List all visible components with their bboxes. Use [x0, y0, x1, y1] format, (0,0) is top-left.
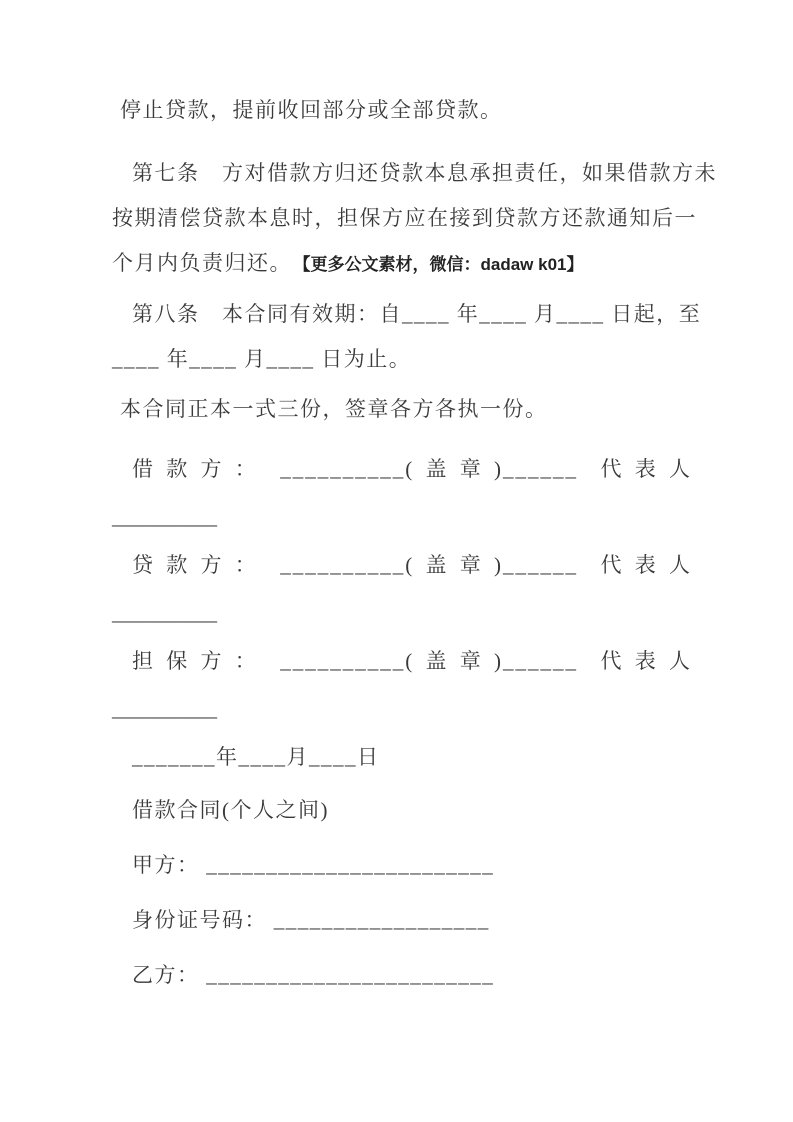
clause7-line-3	[112, 241, 683, 287]
copies-line: 本合同正本一式三份，签章各方各执一份。	[120, 397, 548, 421]
clause7-line-1: 第七条 方对借款方归还贷款本息承担责任，如果借款方未	[132, 161, 717, 185]
signature-role-line: 担 保 方 ： __________( 盖 章 )______ 代 表 人	[132, 649, 692, 673]
signature-role-line: 借 款 方 ： __________( 盖 章 )______ 代 表 人	[132, 457, 692, 481]
clause8-line-1: 第八条 本合同有效期：自____ 年____ 月____ 日起，至	[132, 302, 702, 326]
clause6-tail-line: 停止贷款，提前收回部分或全部贷款。	[120, 98, 503, 122]
clause7-line-2: 按期清偿贷款本息时，担保方应在接到贷款方还款通知后一	[112, 206, 697, 230]
signature-guarantor	[112, 639, 692, 732]
signature-lender	[112, 543, 692, 636]
signature-blank-line: __________	[112, 697, 217, 721]
signature-borrower	[112, 447, 692, 540]
id-number-line: 身份证号码： __________________	[132, 908, 490, 932]
signature-role-line: 贷 款 方 ： __________( 盖 章 )______ 代 表 人	[132, 553, 692, 577]
clause7-line-3-text: 个月内负责归还。	[112, 251, 292, 275]
signature-blank-line: __________	[112, 601, 217, 625]
clause8-line-2: ____ 年____ 月____ 日为止。	[112, 347, 412, 371]
promo-watermark-note: 【更多公文素材，微信：dadaw k01】	[302, 255, 584, 274]
personal-contract-title: 借款合同(个人之间)	[132, 798, 329, 822]
party-b-line: 乙方： ________________________	[132, 963, 495, 987]
signature-blank-line: __________	[112, 505, 217, 529]
date-blank-line: _______年____月____日	[132, 745, 380, 769]
party-a-line: 甲方： ________________________	[132, 853, 495, 877]
